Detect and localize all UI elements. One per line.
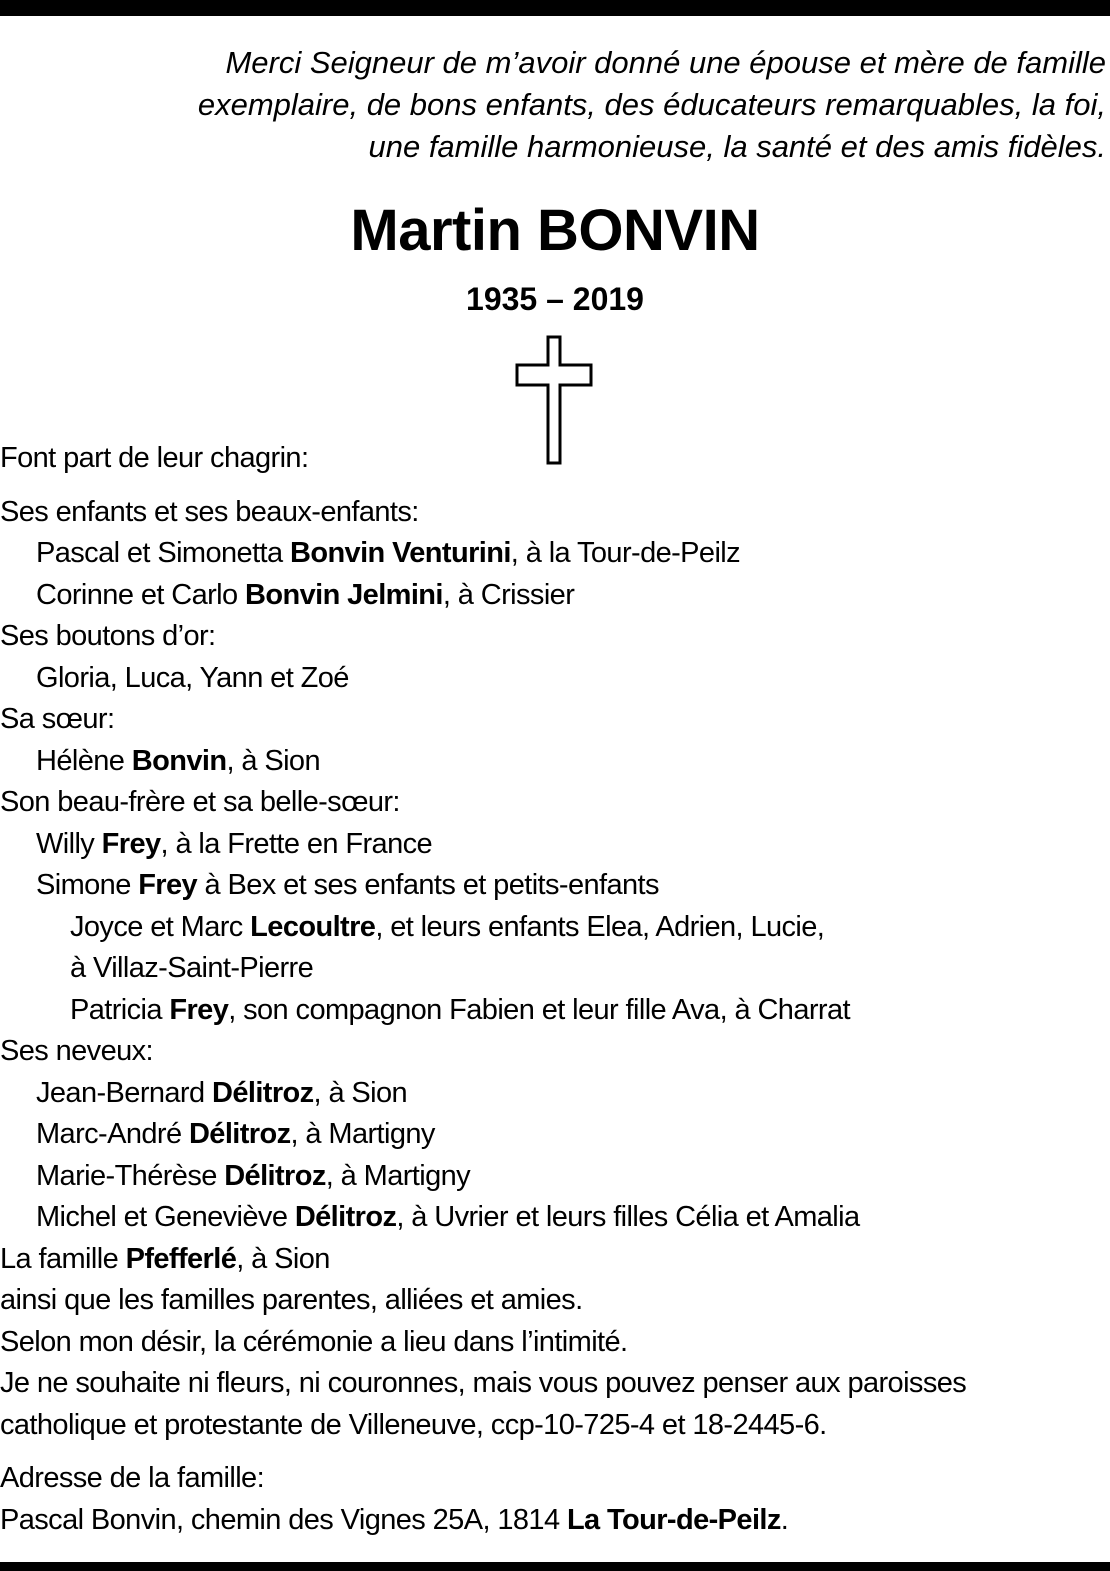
family-name: Bonvin Jelmini [245,578,443,611]
family-line: La famille Pfefferlé, à Sion [0,1242,330,1275]
list-item: Willy Frey, à la Frette en France [36,827,433,860]
family-name: Frey [169,993,229,1026]
section-heading: Sa sœur: [0,703,115,735]
list-item: Marie-Thérèse Délitroz, à Martigny [36,1159,471,1192]
list-item: Corinne et Carlo Bonvin Jelmini, à Crissier [36,578,575,611]
family-name: Délitroz [211,1076,314,1109]
family-name: Délitroz [224,1159,326,1192]
family-name: Bonvin Venturini [289,537,511,569]
deceased-name: Martin BONVIN [350,198,760,263]
address-line: Pascal Bonvin, chemin des Vignes 25A, 1814 La Tour-de-Peilz. [0,1503,789,1536]
top-rule [0,0,1110,16]
list-item: Pascal et Simonetta Bonvin Venturini, à la Tour-de-Peilz [36,537,741,569]
list-item: Patricia Frey, son compagnon Fabien et leur fille Ava, à Charrat [70,993,850,1026]
bottom-rule [0,1562,1110,1571]
closing-line: Selon mon désir, la cérémonie a lieu dans l’intimité. [0,1325,628,1358]
notice-body [0,438,1110,1541]
verse-quote [16,42,1106,168]
section-heading: Son beau-frère et sa belle-sœur: [0,786,400,818]
address-place: La Tour-de-Peilz [566,1503,781,1536]
verse-line: Merci Seigneur de m’avoir donné une épouse et mère de famille [225,45,1106,80]
family-name: Frey [138,869,198,901]
section-heading: Ses boutons d’or: [0,620,216,652]
verse-line: une famille harmonieuse, la santé et des amis fidèles. [368,129,1106,164]
list-item: Jean-Bernard Délitroz, à Sion [36,1076,408,1109]
family-name: Lecoultre [250,910,376,943]
verse-line: exemplaire, de bons enfants, des éducateurs remarquables, la foi, [197,87,1106,122]
family-name: Délitroz [188,1118,291,1150]
address-heading: Adresse de la famille: [0,1462,265,1494]
family-name: Pfefferlé [125,1242,237,1275]
list-item: Marc-André Délitroz, à Martigny [36,1118,435,1150]
list-item-continuation: à Villaz-Saint-Pierre [70,952,314,984]
family-name: Frey [101,827,161,860]
intro-line: Font part de leur chagrin: [0,442,309,474]
family-name: Bonvin [131,744,227,777]
section-heading: Ses enfants et ses beaux-enfants: [0,495,419,528]
family-name: Délitroz [294,1201,397,1233]
closing-line: ainsi que les familles parentes, alliées et amies. [0,1284,583,1316]
closing-line: Je ne souhaite ni fleurs, ni couronnes, mais vous pouvez penser aux paroisses [0,1367,967,1399]
list-item: Michel et Geneviève Délitroz, à Uvrier et leurs filles Célia et Amalia [36,1201,860,1233]
list-item: Gloria, Luca, Yann et Zoé [36,661,349,694]
list-item: Hélène Bonvin, à Sion [36,744,320,777]
list-item: Joyce et Marc Lecoultre, et leurs enfants Elea, Adrien, Lucie, [70,910,825,943]
closing-line: catholique et protestante de Villeneuve, ccp-10-725-4 et 18-2445-6. [0,1408,827,1441]
life-years: 1935 – 2019 [466,281,644,317]
list-item: Simone Frey à Bex et ses enfants et petits-enfants [36,869,659,901]
section-heading: Ses neveux: [0,1035,153,1067]
